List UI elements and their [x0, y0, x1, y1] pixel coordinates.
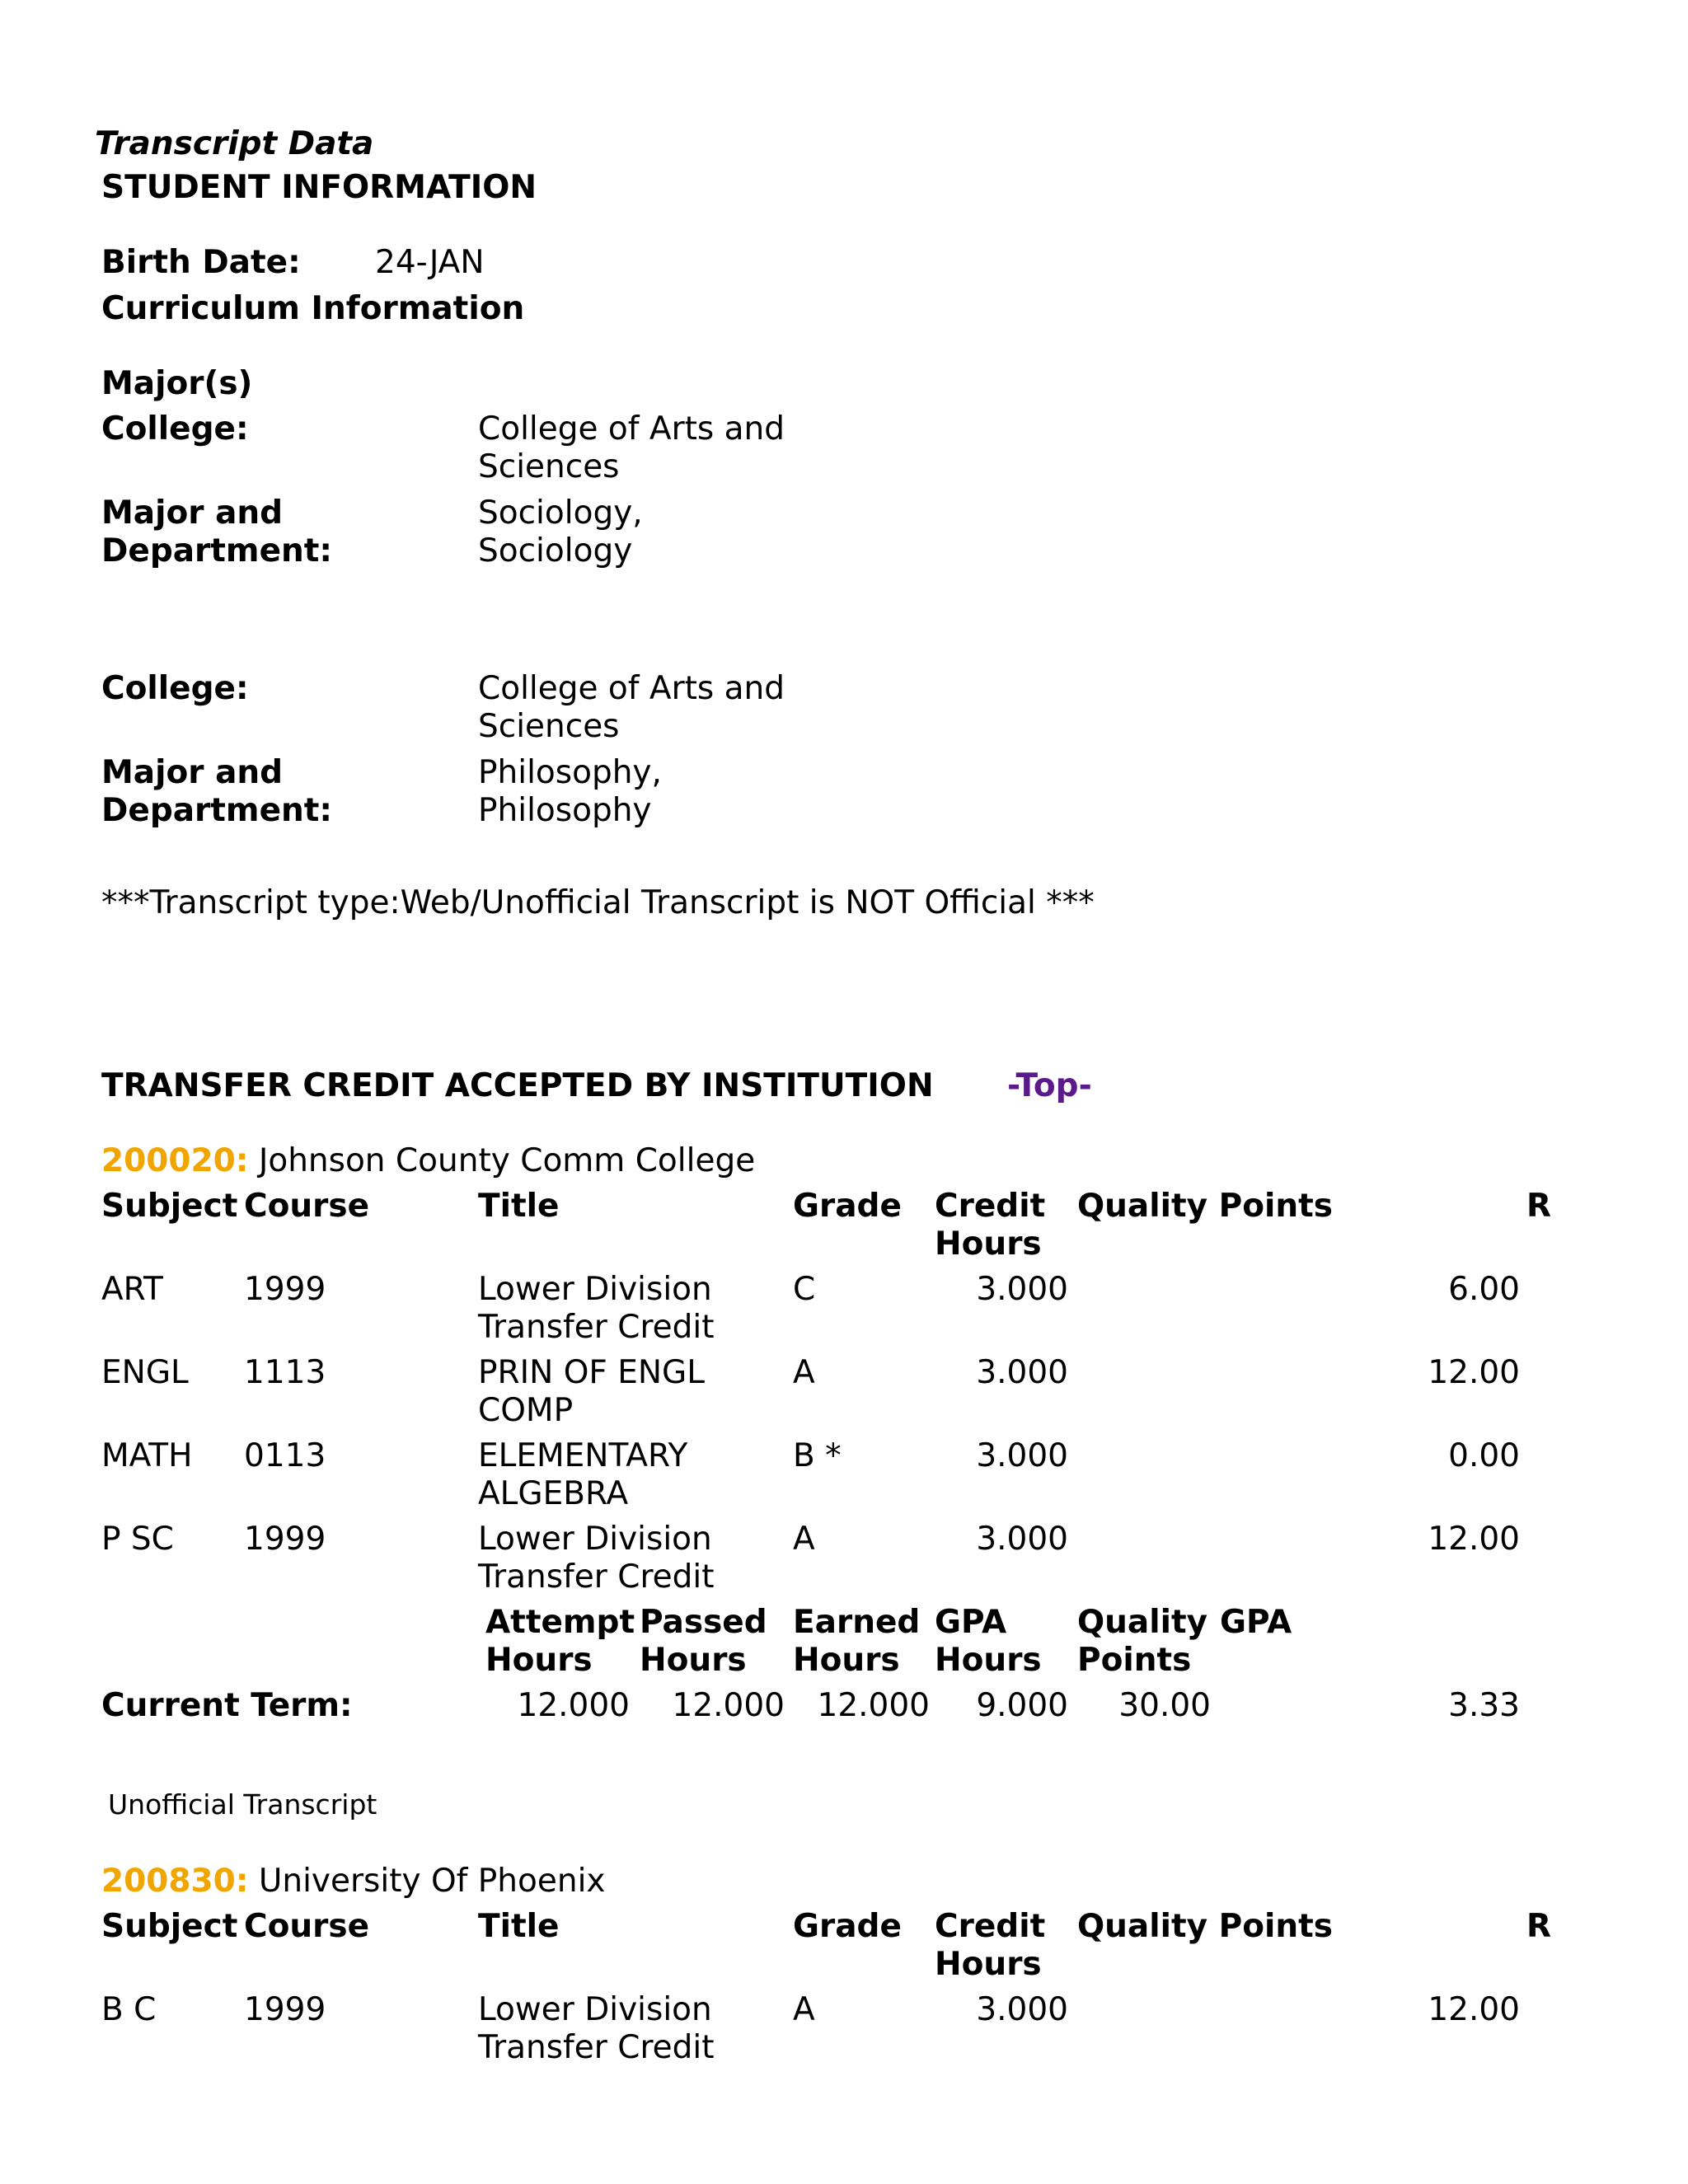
col-header-credit: Hours [935, 1946, 1042, 1983]
col-header-credit: Hours [935, 1226, 1042, 1263]
current-term-gpa: 3.33 [1448, 1687, 1520, 1724]
majors-label: Major(s) [101, 365, 253, 402]
student-info-heading: STUDENT INFORMATION [101, 169, 537, 206]
major-department-label: Major and [101, 494, 284, 532]
institution-header [101, 1142, 755, 1180]
cell-subject: MATH [101, 1437, 193, 1474]
cell-course: 1999 [244, 1521, 326, 1558]
cell-title: Transfer Credit [478, 1558, 715, 1596]
college-value: College of Arts and [478, 410, 785, 448]
cell-quality-points: 12.00 [1428, 1521, 1520, 1558]
col-header-subject: Subject [101, 1908, 238, 1945]
totals-header-gpa-hours: GPA [935, 1604, 1007, 1641]
page-title: Transcript Data [95, 125, 374, 162]
cell-quality-points: 12.00 [1428, 1354, 1520, 1391]
totals-header-quality-points: Points [1077, 1642, 1192, 1679]
institution-header [101, 1863, 606, 1900]
cell-credit: 3.000 [976, 1437, 1068, 1474]
col-header-r: R [1526, 1188, 1552, 1225]
major-value: Philosophy [478, 792, 652, 829]
cell-quality-points: 6.00 [1448, 1271, 1520, 1308]
cell-course: 0113 [244, 1437, 326, 1474]
cell-course: 1113 [244, 1354, 326, 1391]
totals-header-attempt: Hours [485, 1642, 593, 1679]
major-value: Sociology [478, 532, 633, 569]
cell-grade: B * [793, 1437, 842, 1474]
major-value: Philosophy, [478, 754, 662, 791]
current-term-earned: 12.000 [817, 1687, 930, 1724]
cell-credit: 3.000 [976, 1354, 1068, 1391]
cell-title: ELEMENTARY [478, 1437, 688, 1474]
totals-header-attempt: Attempt [485, 1604, 635, 1641]
cell-quality-points: 12.00 [1428, 1991, 1520, 2028]
institution-name: Johnson County Comm College [258, 1142, 756, 1179]
cell-title: Lower Division [478, 1991, 712, 2028]
transcript-type-notice: ***Transcript type:Web/Unofficial Transcript is NOT Official *** [101, 884, 1095, 921]
cell-grade: C [793, 1271, 816, 1308]
current-term-passed: 12.000 [672, 1687, 785, 1724]
birth-date-value: 24-JAN [375, 244, 485, 281]
cell-title: ALGEBRA [478, 1475, 629, 1512]
col-header-credit: Credit [935, 1188, 1046, 1225]
col-header-r: R [1526, 1908, 1552, 1945]
cell-title: PRIN OF ENGL [478, 1354, 705, 1391]
col-header-quality-points: Quality Points [1077, 1188, 1333, 1225]
cell-subject: P SC [101, 1521, 174, 1558]
col-header-credit: Credit [935, 1908, 1046, 1945]
institution-code: 200020: [101, 1142, 249, 1179]
cell-subject: B C [101, 1991, 157, 2028]
unofficial-transcript-note: Unofficial Transcript [108, 1788, 377, 1821]
current-term-quality-points: 30.00 [1118, 1687, 1211, 1724]
top-link[interactable]: -Top- [1007, 1067, 1092, 1104]
totals-header-quality-points: Quality [1077, 1604, 1208, 1641]
cell-grade: A [793, 1991, 815, 2028]
college-value: College of Arts and [478, 670, 785, 707]
birth-date-label: Birth Date: [101, 244, 301, 281]
cell-credit: 3.000 [976, 1521, 1068, 1558]
major-department-label: Department: [101, 532, 333, 569]
cell-subject: ART [101, 1271, 163, 1308]
cell-title: Lower Division [478, 1271, 712, 1308]
major-department-label: Department: [101, 792, 333, 829]
col-header-grade: Grade [793, 1188, 902, 1225]
cell-grade: A [793, 1521, 815, 1558]
col-header-course: Course [244, 1908, 370, 1945]
cell-credit: 3.000 [976, 1991, 1068, 2028]
current-term-attempt: 12.000 [517, 1687, 630, 1724]
college-value: Sciences [478, 708, 620, 745]
col-header-title: Title [478, 1188, 560, 1225]
cell-title: Transfer Credit [478, 1309, 715, 1346]
institution-code: 200830: [101, 1863, 249, 1900]
totals-header-gpa-hours: Hours [935, 1642, 1042, 1679]
cell-title: Lower Division [478, 1521, 712, 1558]
current-term-label: Current Term: [101, 1687, 353, 1724]
cell-subject: ENGL [101, 1354, 189, 1391]
cell-course: 1999 [244, 1991, 326, 2028]
cell-quality-points: 0.00 [1448, 1437, 1520, 1474]
col-header-course: Course [244, 1188, 370, 1225]
cell-course: 1999 [244, 1271, 326, 1308]
major-department-label: Major and [101, 754, 284, 791]
cell-title: COMP [478, 1392, 574, 1429]
current-term-gpa-hours: 9.000 [976, 1687, 1068, 1724]
curriculum-heading: Curriculum Information [101, 290, 525, 327]
col-header-quality-points: Quality Points [1077, 1908, 1333, 1945]
totals-header-gpa: GPA [1220, 1604, 1292, 1641]
cell-title: Transfer Credit [478, 2029, 715, 2066]
transfer-credit-heading: TRANSFER CREDIT ACCEPTED BY INSTITUTION [101, 1067, 934, 1104]
totals-header-passed: Hours [640, 1642, 747, 1679]
col-header-subject: Subject [101, 1188, 238, 1225]
cell-credit: 3.000 [976, 1271, 1068, 1308]
col-header-title: Title [478, 1908, 560, 1945]
totals-header-earned: Hours [793, 1642, 900, 1679]
college-label: College: [101, 410, 249, 448]
col-header-grade: Grade [793, 1908, 902, 1945]
college-label: College: [101, 670, 249, 707]
college-value: Sciences [478, 448, 620, 485]
major-value: Sociology, [478, 494, 643, 532]
totals-header-passed: Passed [640, 1604, 767, 1641]
institution-name: University Of Phoenix [258, 1863, 606, 1900]
totals-header-earned: Earned [793, 1604, 921, 1641]
cell-grade: A [793, 1354, 815, 1391]
